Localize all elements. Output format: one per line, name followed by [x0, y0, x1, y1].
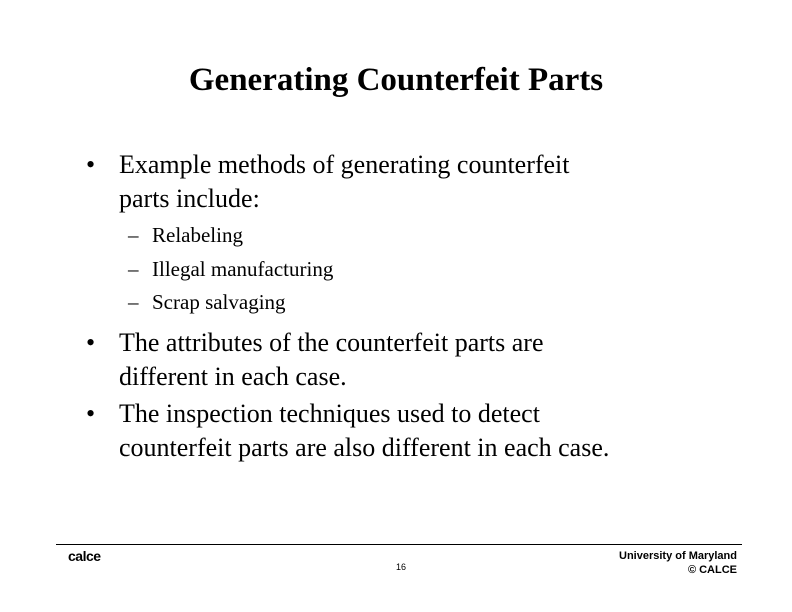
- footer-university: University of Maryland: [619, 550, 737, 562]
- sub-marker: –: [128, 257, 139, 281]
- bullet-line: counterfeit parts are also different in each case.: [119, 433, 610, 462]
- sub-marker: –: [128, 290, 139, 314]
- sub-item: [128, 256, 334, 282]
- sub-item: [128, 289, 286, 315]
- sub-item: [128, 222, 243, 248]
- bullet-line: Example methods of generating counterfeit: [119, 150, 570, 179]
- bullet-item: [86, 397, 719, 465]
- bullet-marker: •: [86, 328, 96, 357]
- bullet-line: parts include:: [119, 184, 260, 213]
- bullet-line: different in each case.: [119, 362, 347, 391]
- footer-divider: [56, 544, 742, 545]
- bullet-item: [86, 326, 719, 394]
- footer-organization: [619, 549, 737, 577]
- bullet-line: The inspection techniques used to detect: [119, 399, 540, 428]
- footer-copyright: © CALCE: [687, 564, 737, 576]
- slide-title: Generating Counterfeit Parts: [188, 62, 604, 98]
- sub-marker: –: [128, 223, 139, 247]
- page-number: 16: [395, 562, 406, 572]
- calce-logo: calce: [68, 548, 101, 564]
- bullet-marker: •: [86, 399, 96, 428]
- sub-item-text: Illegal manufacturing: [152, 257, 334, 281]
- sub-item-text: Relabeling: [152, 223, 243, 247]
- bullet-marker: •: [86, 150, 96, 179]
- sub-item-text: Scrap salvaging: [152, 290, 286, 314]
- bullet-line: The attributes of the counterfeit parts are: [119, 328, 544, 357]
- bullet-item: [86, 148, 719, 216]
